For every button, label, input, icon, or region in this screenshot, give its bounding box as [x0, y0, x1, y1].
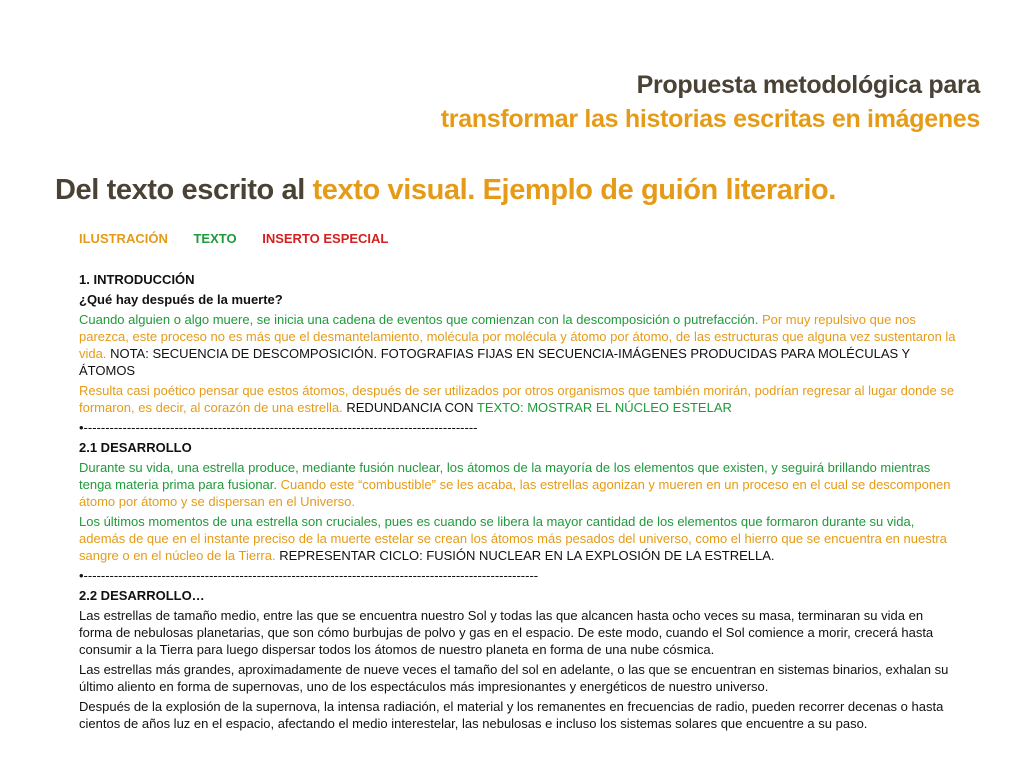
intro-question: ¿Qué hay después de la muerte?	[79, 292, 283, 307]
desarrollo-1-heading: 2.1 DESARROLLO	[79, 440, 192, 455]
des1-p1-texto: Durante su vida, una estrella produce, mediante fusión nuclear, los átomos de la mayoría de los elementos que existen, y seguirá brillando mientras tenga materia prima para fusionar.	[79, 460, 931, 492]
intro-p2-redundancia: REDUNDANCIA CON	[342, 400, 477, 415]
desarrollo-1-paragraph-1	[79, 459, 959, 510]
intro-p2-texto: TEXTO: MOSTRAR EL NÚCLEO ESTELAR	[476, 400, 732, 415]
header-line-2: transformar las historias escritas en imágenes	[440, 105, 980, 133]
intro-p1-texto: Cuando alguien o algo muere, se inicia una cadena de eventos que comienzan con la descomposición o putrefacción.	[79, 312, 762, 327]
separator-1: •-------------------------------------------------------------------------------------------	[79, 420, 478, 435]
intro-paragraph-1	[79, 311, 959, 379]
desarrollo-1-paragraph-2	[79, 513, 959, 564]
legend-texto: TEXTO	[193, 231, 237, 246]
slide-content	[79, 230, 959, 735]
desarrollo-2-paragraph-1: Las estrellas de tamaño medio, entre las que se encuentra nuestro Sol y todas las que alcancen hasta ocho veces su masa, terminaran su vida en forma de nebulosas planetarias, que son cómo burbujas de polvo y gas en el espacio. De este modo, cuando el Sol comience a morir, crecerá hasta consumir a la Tierra para luego dispersar todos los átomos de nuestro planeta en forma de una nube cósmica.	[79, 608, 934, 657]
legend-inserto: INSERTO ESPECIAL	[262, 231, 389, 246]
des1-p2-ilustracion: además de que en el instante preciso de la muerte estelar se crean los átomos más pesados del universo, como el hierro que se encuentra en nuestra sangre o en el núcleo de la Tierra.	[79, 531, 947, 563]
des1-p2-texto: Los últimos momentos de una estrella son cruciales, pues es cuando se libera la mayor cantidad de los elementos que formaron durante su vida,	[79, 514, 915, 529]
slide-title-part-1: Del texto escrito al	[55, 174, 313, 206]
des1-p1-ilustracion: Cuando este “combustible” se les acaba, las estrellas agonizan y mueren en un proceso en el cual se descomponen átomo por átomo y se dispersan en el Universo.	[79, 477, 951, 509]
intro-p1-nota: NOTA: SECUENCIA DE DESCOMPOSICIÓN. FOTOGRAFIAS FIJAS EN SECUENCIA-IMÁGENES PRODUCIDAS PARA MOLÉCULAS Y ÁTOMOS	[79, 346, 910, 378]
desarrollo-2-paragraph-3: Después de la explosión de la supernova, la intensa radiación, el material y los remanentes en frecuencias de radio, pueden recorrer decenas o hasta cientos de años luz en el espacio, afectando el medio interestelar, las nebulosas e incluso los sistemas solares que encuentre a su paso.	[79, 699, 944, 731]
intro-p2-ilustracion: Resulta casi poético pensar que estos átomos, después de ser utilizados por otros organismos que también morirán, podrían regresar al lugar donde se formaron, es decir, al corazón de una estrella.	[79, 383, 955, 415]
slide-title	[55, 174, 836, 207]
des1-p2-nota: REPRESENTAR CICLO: FUSIÓN NUCLEAR EN LA EXPLOSIÓN DE LA ESTRELLA.	[275, 548, 775, 563]
desarrollo-2-paragraph-2: Las estrellas más grandes, aproximadamente de nueve veces el tamaño del sol en adelante, o las que se encuentran en sistemas binarios, exhalan su último aliento en forma de supernovas, uno de los espectáculos más impresionantes y energéticos de nuestro universo.	[79, 662, 949, 694]
presentation-header	[441, 68, 980, 136]
header-line-1: Propuesta metodológica para	[636, 71, 980, 99]
legend-ilustracion: ILUSTRACIÓN	[79, 231, 168, 246]
color-legend	[79, 230, 959, 247]
intro-paragraph-2	[79, 382, 959, 416]
intro-heading: 1. INTRODUCCIÓN	[79, 272, 195, 287]
slide-title-part-2: texto visual. Ejemplo de guión literario.	[312, 174, 836, 206]
desarrollo-2-heading: 2.2 DESARROLLO…	[79, 588, 205, 603]
intro-p1-ilustracion: Por muy repulsivo que nos parezca, este proceso no es más que el desmantelamiento, molécula por molécula y átomo por átomo, de las estructuras que alguna vez sustentaron la vida.	[79, 312, 956, 361]
separator-2: •---------------------------------------------------------------------------------------------------------	[79, 568, 539, 583]
